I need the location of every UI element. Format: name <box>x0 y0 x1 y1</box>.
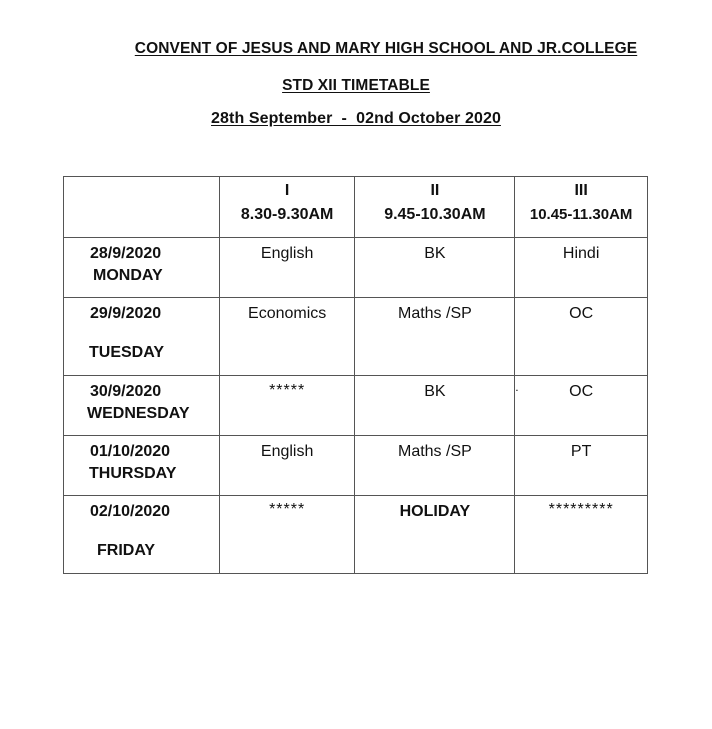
day-cell <box>64 436 220 496</box>
subject-text: English <box>260 443 314 460</box>
table-row <box>64 298 648 376</box>
subject-text: OC <box>569 305 594 322</box>
table-row <box>64 436 648 496</box>
header-corner-cell <box>64 177 220 238</box>
period-numeral: I <box>284 182 290 199</box>
subject-cell <box>219 298 355 376</box>
row-day: THURSDAY <box>89 465 177 482</box>
subject-cell <box>515 238 648 298</box>
table-header-row <box>64 177 648 238</box>
subject-cell <box>355 496 515 574</box>
row-date: 28/9/2020 <box>90 245 162 262</box>
subject-cell <box>219 496 355 574</box>
row-date: 01/10/2020 <box>90 443 171 460</box>
holiday-text: HOLIDAY <box>399 503 471 520</box>
subject-cell <box>219 376 355 436</box>
row-day: MONDAY <box>93 267 163 284</box>
day-cell <box>64 298 220 376</box>
period-header-cell <box>355 177 515 238</box>
timetable-table <box>63 176 648 574</box>
subject-cell <box>219 436 355 496</box>
stray-mark: . <box>515 380 519 394</box>
subject-cell <box>355 298 515 376</box>
timetable-title: STD XII TIMETABLE <box>282 77 430 94</box>
period-time: 10.45-11.30AM <box>529 206 633 223</box>
school-name-heading: CONVENT OF JESUS AND MARY HIGH SCHOOL AND JR.COLLEGE <box>134 40 638 57</box>
subject-text: Maths /SP <box>397 443 472 460</box>
table-row <box>64 376 648 436</box>
row-date: 30/9/2020 <box>90 383 162 400</box>
day-cell <box>64 238 220 298</box>
subject-text: English <box>260 245 314 262</box>
subject-text: BK <box>424 245 446 262</box>
subject-cell <box>515 376 648 436</box>
subject-text: ***** <box>269 382 306 399</box>
subject-text: Maths /SP <box>397 305 472 322</box>
subject-cell <box>219 238 355 298</box>
subject-cell <box>355 376 515 436</box>
subject-cell <box>515 436 648 496</box>
subject-text: ********* <box>548 501 614 518</box>
table-row <box>64 496 648 574</box>
subject-text: BK <box>424 383 446 400</box>
day-cell <box>64 376 220 436</box>
period-time: 9.45-10.30AM <box>384 206 486 223</box>
subject-cell <box>355 238 515 298</box>
subject-text: Hindi <box>562 245 600 262</box>
subject-text: Economics <box>248 305 327 322</box>
subject-cell <box>515 298 648 376</box>
period-time: 8.30-9.30AM <box>240 206 334 223</box>
period-header-cell <box>515 177 648 238</box>
day-cell <box>64 496 220 574</box>
row-date: 29/9/2020 <box>90 305 162 322</box>
subject-text: OC <box>569 383 594 400</box>
date-range-heading: 28th September - 02nd October 2020 <box>211 110 501 127</box>
period-numeral: III <box>574 182 588 199</box>
subject-text: ***** <box>269 501 306 518</box>
period-header-cell <box>219 177 355 238</box>
row-day: TUESDAY <box>89 344 164 361</box>
period-numeral: II <box>430 182 440 199</box>
subject-cell <box>355 436 515 496</box>
row-day: WEDNESDAY <box>87 405 190 422</box>
row-day: FRIDAY <box>97 542 156 559</box>
subject-cell <box>515 496 648 574</box>
row-date: 02/10/2020 <box>90 503 171 520</box>
table-row <box>64 238 648 298</box>
subject-text: PT <box>570 443 592 460</box>
